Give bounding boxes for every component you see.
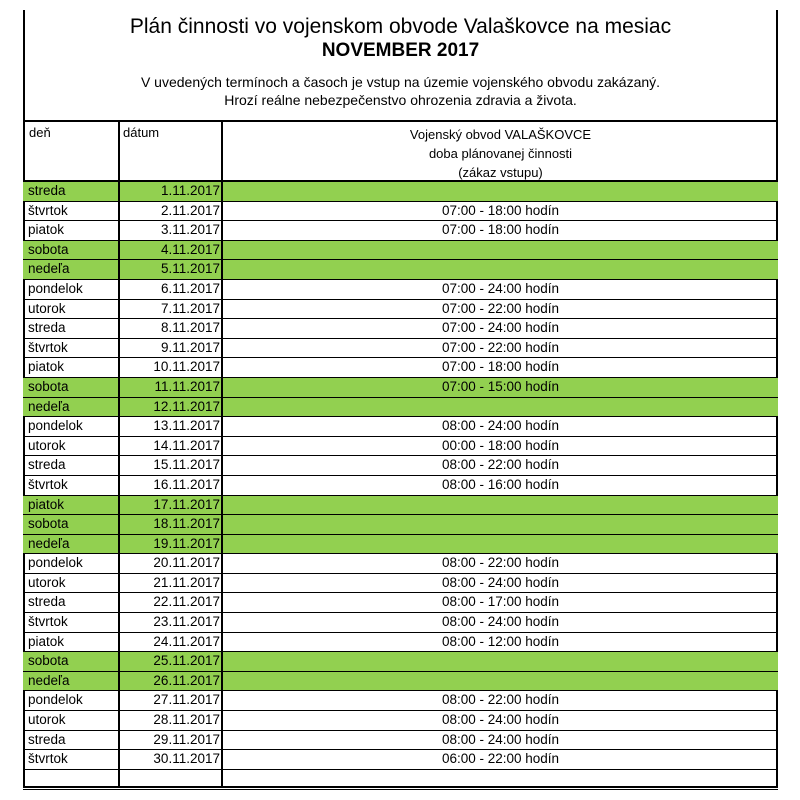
row-activity-time: 07:00 - 22:00 hodín — [441, 300, 560, 316]
row-activity-time: 08:00 - 22:00 hodín — [441, 457, 560, 473]
row-day: štvrtok — [28, 339, 68, 355]
table-row — [23, 554, 778, 574]
row-date: 11.11.2017 — [154, 378, 220, 394]
page-title: Plán činnosti vo vojenskom obvode Valaškovce na mesiac — [129, 15, 672, 38]
table-row — [23, 398, 778, 418]
table-row — [23, 496, 778, 516]
table-row — [23, 241, 778, 261]
row-date: 29.11.2017 — [153, 731, 220, 747]
row-day: streda — [28, 183, 66, 198]
row-activity-time: 00:00 - 18:00 hodín — [441, 437, 560, 453]
table-header — [23, 122, 778, 182]
table-row — [23, 535, 778, 555]
column-header-day: deň — [29, 125, 51, 140]
row-activity-time: 08:00 - 24:00 hodín — [441, 574, 560, 590]
table-row — [23, 691, 778, 711]
table-row — [23, 613, 778, 633]
row-day: piatok — [28, 633, 65, 649]
row-activity-time: 07:00 - 24:00 hodín — [441, 280, 560, 296]
table-row — [23, 182, 778, 202]
table-row — [23, 437, 778, 457]
row-day: nedeľa — [28, 261, 70, 277]
row-activity-time: 07:00 - 24:00 hodín — [441, 320, 560, 336]
table-row — [23, 593, 778, 613]
row-day: pondelok — [28, 692, 83, 708]
row-day: sobota — [28, 378, 69, 394]
table-bottom-border — [23, 786, 778, 788]
row-date: 26.11.2017 — [153, 672, 220, 688]
table-row — [23, 672, 778, 692]
table-row — [23, 378, 778, 398]
table-row — [23, 750, 778, 770]
row-date: 8.11.2017 — [160, 320, 220, 336]
row-date: 24.11.2017 — [153, 633, 220, 649]
row-date: 4.11.2017 — [160, 241, 220, 257]
row-day: utorok — [28, 300, 66, 316]
table-row — [23, 456, 778, 476]
row-activity-time: 07:00 - 18:00 hodín — [441, 222, 560, 238]
column-header-activity — [223, 125, 778, 182]
row-day: streda — [28, 320, 66, 336]
column-divider-1 — [118, 122, 120, 787]
row-day: utorok — [28, 437, 66, 453]
column-header-activity-line3: (zákaz vstupu) — [458, 165, 543, 180]
row-activity-time: 08:00 - 24:00 hodín — [441, 731, 560, 747]
row-day: pondelok — [28, 280, 83, 296]
row-day: piatok — [28, 496, 65, 512]
row-day: piatok — [28, 222, 65, 238]
row-activity-time: 08:00 - 22:00 hodín — [441, 692, 560, 708]
row-date: 13.11.2017 — [153, 418, 220, 434]
row-date: 18.11.2017 — [153, 516, 220, 532]
row-activity-time: 08:00 - 22:00 hodín — [441, 555, 560, 571]
column-header-date: dátum — [123, 125, 160, 140]
table-row — [23, 202, 778, 222]
month-title: NOVEMBER 2017 — [321, 40, 480, 61]
table-row — [23, 652, 778, 672]
row-day: pondelok — [28, 555, 83, 571]
table-row — [23, 300, 778, 320]
table-row — [23, 417, 778, 437]
table-row — [23, 633, 778, 653]
table-row — [23, 339, 778, 359]
table-row — [23, 476, 778, 496]
table-row — [23, 711, 778, 731]
row-date: 25.11.2017 — [153, 653, 220, 669]
row-date: 15.11.2017 — [153, 457, 220, 473]
row-activity-time: 07:00 - 22:00 hodín — [441, 339, 560, 355]
row-date: 20.11.2017 — [153, 555, 220, 571]
warning-text-1: V uvedených termínoch a časoch je vstup na územie vojenského obvodu zakázaný. — [140, 74, 661, 90]
row-day: nedeľa — [28, 398, 70, 414]
table-row — [23, 515, 778, 535]
row-date: 19.11.2017 — [153, 535, 220, 551]
row-activity-time: 08:00 - 16:00 hodín — [441, 476, 560, 492]
row-date: 22.11.2017 — [153, 594, 220, 610]
schedule-table-body — [23, 182, 778, 790]
row-date: 27.11.2017 — [153, 692, 220, 708]
row-day: utorok — [28, 574, 66, 590]
row-date: 10.11.2017 — [153, 359, 220, 375]
row-date: 30.11.2017 — [153, 751, 220, 767]
row-date: 17.11.2017 — [153, 496, 220, 512]
row-date: 12.11.2017 — [153, 398, 220, 414]
table-row — [23, 731, 778, 751]
row-activity-time: 08:00 - 24:00 hodín — [441, 712, 560, 728]
row-activity-time: 06:00 - 22:00 hodín — [441, 751, 560, 767]
table-row — [23, 221, 778, 241]
row-day: sobota — [28, 653, 69, 669]
table-row — [23, 319, 778, 339]
row-day: utorok — [28, 712, 66, 728]
row-date: 2.11.2017 — [160, 202, 220, 218]
row-activity-time: 08:00 - 24:00 hodín — [441, 418, 560, 434]
row-date: 23.11.2017 — [153, 614, 220, 630]
row-date: 28.11.2017 — [153, 712, 220, 728]
row-date: 9.11.2017 — [160, 339, 220, 355]
row-activity-time: 07:00 - 18:00 hodín — [441, 359, 560, 375]
row-day: nedeľa — [28, 672, 70, 688]
row-day: piatok — [28, 359, 65, 375]
row-date: 16.11.2017 — [153, 476, 220, 492]
row-activity-time: 08:00 - 17:00 hodín — [441, 594, 560, 610]
row-day: streda — [28, 731, 66, 747]
table-row — [23, 574, 778, 594]
table-row — [23, 280, 778, 300]
row-date: 14.11.2017 — [153, 437, 220, 453]
row-day: sobota — [28, 516, 69, 532]
column-header-activity-line2: doba plánovanej činnosti — [428, 146, 573, 161]
row-activity-time: 08:00 - 12:00 hodín — [441, 633, 560, 649]
row-date: 3.11.2017 — [160, 222, 220, 238]
row-day: sobota — [28, 241, 69, 257]
column-header-activity-line1: Vojenský obvod VALAŠKOVCE — [409, 127, 592, 142]
column-divider-2 — [221, 122, 223, 787]
row-day: štvrtok — [28, 751, 68, 767]
document-header — [23, 10, 778, 122]
row-day: štvrtok — [28, 476, 68, 492]
table-row — [23, 358, 778, 378]
row-day: štvrtok — [28, 614, 68, 630]
row-date: 21.11.2017 — [153, 574, 220, 590]
row-date: 5.11.2017 — [160, 261, 220, 277]
row-day: pondelok — [28, 418, 83, 434]
row-day: nedeľa — [28, 535, 70, 551]
table-row — [23, 260, 778, 280]
row-day: streda — [28, 594, 66, 610]
row-activity-time: 07:00 - 15:00 hodín — [441, 378, 560, 394]
row-date: 7.11.2017 — [160, 300, 220, 316]
row-date: 1.11.2017 — [160, 183, 220, 198]
row-day: štvrtok — [28, 202, 68, 218]
row-date: 6.11.2017 — [160, 280, 220, 296]
warning-text-2: Hrozí reálne nebezpečenstvo ohrozenia zdravia a života. — [224, 92, 577, 108]
row-activity-time: 08:00 - 24:00 hodín — [441, 614, 560, 630]
row-day: streda — [28, 457, 66, 473]
row-activity-time: 07:00 - 18:00 hodín — [441, 202, 560, 218]
